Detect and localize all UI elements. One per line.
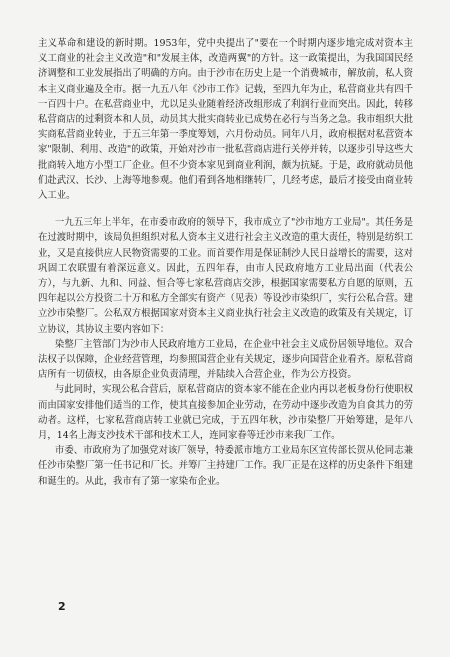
paragraph-2: 一九五三年上半年，在市委市政府的领导下，我市成立了"沙市地方工业局"。其任务是在过渡时期中，该局负担组织对私人资本主义进行社会主义改造的重大责任，特别是纺织工业，又是直接供应人民物资需要的工业。而首要作用是保证制沙人民日益增长的需要，这对巩固工农联盟有着深远意义。因此，五四年春，由市人民政府地方工业局出面（代表公方），与九新、九和、同益、恒合等七家私营商店交涉，根据国家需要私方自愿的原则，五四年起以公方投资二十万和私方全部实有资产（见表）等设沙市染织厂，实行公私合营。建立沙市染整厂。公私双方根据国家对资本主义商业执行社会主义改造的政策及有关规定，订立协议，其协议主要内容如下： [38, 217, 414, 335]
paragraph-gap [38, 203, 413, 215]
paragraph-5: 市委、市政府为了加强党对该厂领导，特委派市地方工业局东区宣传部长贺从伦同志兼任沙市染整厂第一任书记和厂长。并筹厂主持建厂工作。我厂正是在这样的历史条件下组建和诞生的。从此，我市有了第一家染布企业。 [38, 445, 414, 487]
paragraph-1: 主义革命和建设的新时期。1953年，党中央提出了"要在一个时期内逐步地完成对资本主义工商业的社会主义改造"和"发展主体，改造两翼"的方针。这一政策提出，为我国国民经济调整和工业发展指出了明确的方向。由于沙市在历史上是一个消费城市，解放前，私人资本主义商业遍及全市。据一九五八年《沙市工作》记载，至四九年为止，私营商业共有四千一百四十户。在私营商业中，尤以足头业随着经济改组形成了利润行业而突出。因此，转移私营商店的过剩资本和人员，动员其大批实商转业已成势在必行与当务之急。我市组织大批实商私营商业转业，于五三年第一季度筹划，六月份动员。同年八月，政府根据对私营资本家"限制、利用、改造"的政策，开始对沙市一批私营商店进行关停并转，以逐步引导这些大批商转入地方小型工厂企业。但不少资本家见到商业利润，颇为抗疑。于是，政府就动员他们赴武汉、长沙、上海等地参观。他们看到各地相继转厂，几经考虑，最后才接受由商业转入工业。 [38, 38, 414, 202]
paragraph-3: 染整厂主管部门为沙市人民政府地方工业局，在企业中社会主义成份居领导地位。双合法权子以保障，企业经营管理，均参照国营企业有关规定，逐步向国营企业看齐。原私营商店所有一切债权，由各原企业负责清理，并陆续入合营企业，作为公方投资。 [38, 338, 414, 381]
paragraph-4: 与此同时，实现公私合营后，原私营商店的资本家不能在企业内再以老板身份行使职权而由国家安排他们适当的工作，使其直接参加企业劳动，在劳动中逐步改造为自食其力的劳动者。这样，七家私营商店转工业就已完成，于五四年秋，沙市染整厂开始筹建，是年八月，14名上海支沙技术干部和技术工人，连同家眷等迁沙市来我厂工作。 [38, 384, 414, 442]
document-page [38, 36, 413, 489]
page-number: 2 [58, 600, 66, 613]
